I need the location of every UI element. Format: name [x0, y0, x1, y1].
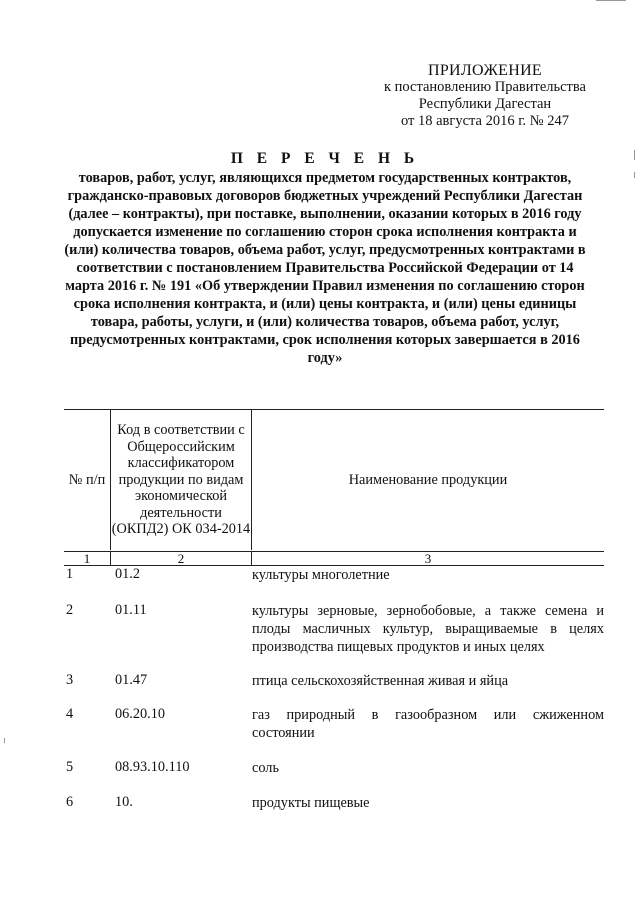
column-index: 3: [252, 551, 604, 566]
row-code: 01.2: [115, 566, 141, 582]
row-number: 6: [66, 794, 74, 810]
row-name: газ природный в газообразном или сжиженном состоянии: [252, 707, 604, 741]
row-name: птица сельскохозяйственная живая и яйца: [252, 673, 509, 689]
row-name: соль: [252, 760, 279, 776]
row-code: 08.93.10.110: [115, 759, 190, 775]
header-num: № п/п: [64, 410, 111, 550]
column-index: 1: [64, 551, 111, 566]
scan-mark: [4, 738, 5, 743]
row-number: 5: [66, 759, 74, 775]
row-code: 01.11: [115, 602, 147, 618]
document-subtitle: товаров, работ, услуг, являющихся предметом государственных контрактов, гражданско-правовых договоров бюджетных учреждений Республики Дагестан (далее – контракты), при поставке, выполнении, оказании которых в 2016 году допускается изменение по соглашению сторон срока исполнения контракта и (или) количества товаров, объема работ, услуг, предусмотренных контрактами в соответствии с постановлением Правительства Российской Федерации от 14 марта 2016 г. № 191 «Об утверждении Правил изменения по соглашению сторон срока исполнения контракта, и (или) цены контракта, и (или) цены единицы товара, работы, услуги, и (или) количества товаров, объема работ, услуг, предусмотренных контрактами, срок исполнения которых завершается в 2016 году»: [64, 170, 586, 366]
row-name: культуры многолетние: [252, 567, 390, 583]
approval-title: ПРИЛОЖЕНИЕ: [427, 62, 542, 79]
approval-line: от 18 августа 2016 г. № 247: [400, 113, 570, 129]
scan-mark: [634, 172, 635, 178]
table-header: [64, 409, 604, 565]
row-number: 1: [66, 566, 74, 582]
document-title: П Е Р Е Ч Е Н Ь: [230, 150, 420, 167]
row-code: 06.20.10: [115, 706, 166, 722]
row-name: культуры зерновые, зернобобовые, а также семена и плоды масличных культур, выращиваемые в целях производства пищевых продуктов и иных целях: [252, 603, 604, 655]
row-name: продукты пищевые: [252, 795, 370, 811]
scan-mark: [596, 0, 626, 1]
approval-line: к постановлению Правительства: [384, 79, 586, 95]
approval-line: Республики Дагестан: [418, 96, 552, 112]
row-number: 4: [66, 706, 74, 722]
approval-block: [360, 62, 610, 130]
row-number: 2: [66, 602, 74, 618]
header-code: Код в соответствии с Общероссийским классификатором продукции по видам экономической деятельности (ОКПД2) ОК 034-2014: [111, 410, 252, 550]
row-code: 10.: [115, 794, 133, 810]
document-heading: [60, 150, 590, 367]
column-index: 2: [111, 551, 252, 566]
scan-mark: [634, 150, 635, 160]
header-name: Наименование продукции: [348, 471, 508, 488]
row-number: 3: [66, 672, 74, 688]
row-code: 01.47: [115, 672, 148, 688]
